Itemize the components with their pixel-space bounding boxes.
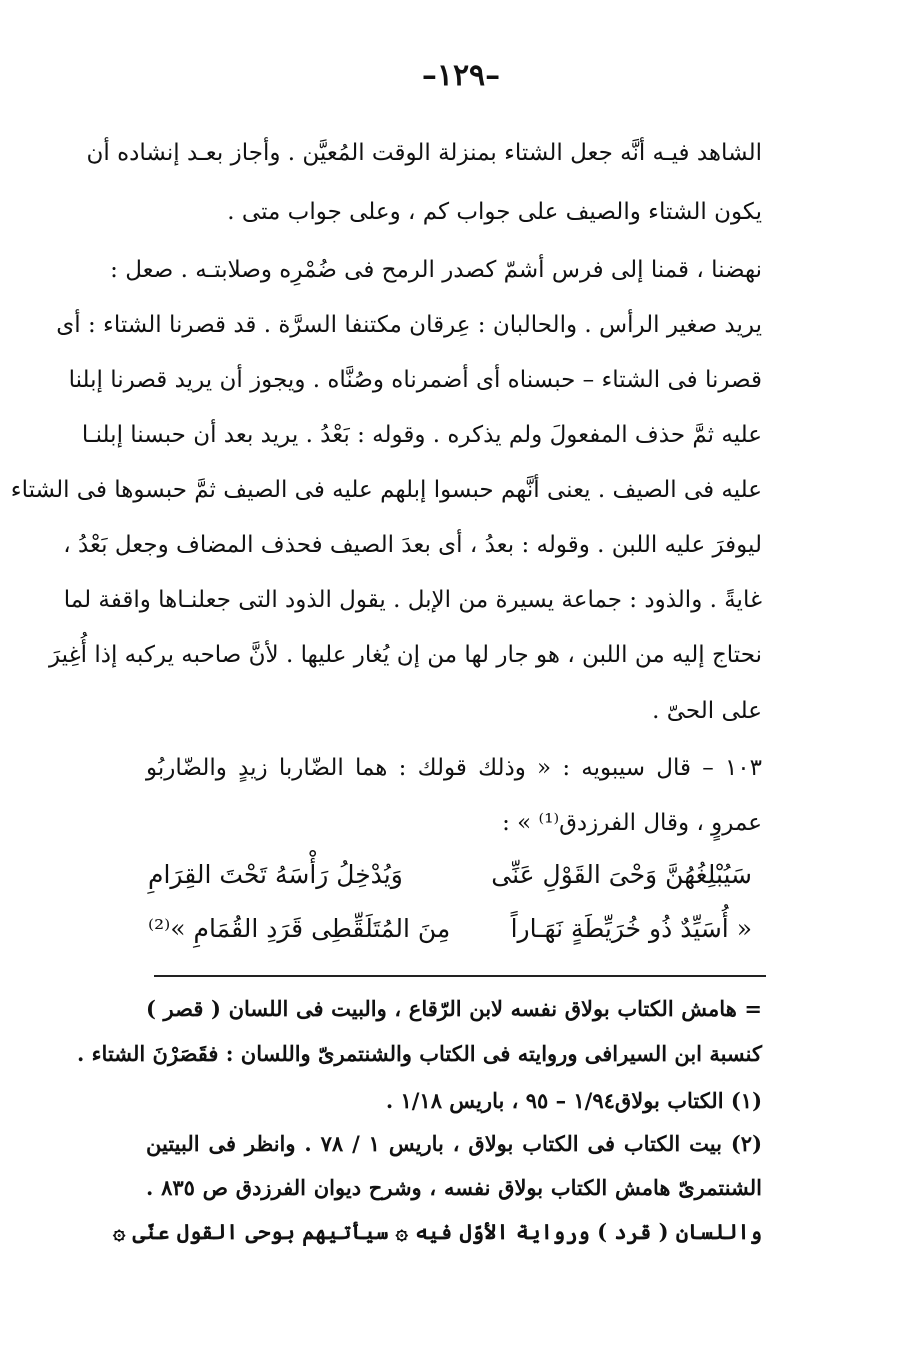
footnote-line: = هامش الكتاب بولاق نفسه لابن الرّقاع ، والبيت فى اللسان ( قصر ): [146, 996, 762, 1021]
footnote-line: (٢) بيت الكتاب فى الكتاب بولاق ، باريس ١ / ٧٨ . وانظر فى البيتين: [146, 1131, 762, 1156]
paragraph2-line: يريد صغير الرأس . والحالبان : عِرقان مكتنفا السرَّة . قد قصرنا الشتاء : أى: [56, 312, 762, 338]
verse-hemistich: « أُسَيِّدٌ ذُو خُرَيِّطَةٍ نَهَـاراً: [510, 914, 752, 943]
footnote-line: (١) الكتاب بولاق١/٩٤ – ٩٥ ، باريس ١/١٨ .: [385, 1088, 762, 1113]
paragraph2-line: ليوفرَ عليه اللبن . وقوله : بعدُ ، أى بعدَ الصيف فحذف المضاف وجعل بَعْدُ ،: [63, 532, 762, 558]
paragraph2-line: غايةً . والذود : جماعة يسيرة من الإبل . يقول الذود التى جعلنـاها واقفة لما: [63, 587, 762, 613]
paragraph2-line: عليه ثمَّ حذف المفعولَ ولم يذكره . وقوله : بَعْدُ . يريد بعد أن حبسنا إبلنـا: [81, 422, 762, 448]
verse-hemistich: وَيُدْخِلُ رَأْسَهُ تَحْتَ القِرَامِ: [148, 860, 403, 889]
footnote-divider: [154, 975, 766, 977]
paragraph1-line: يكون الشتاء والصيف على جواب كم ، وعلى جواب متى .: [227, 199, 762, 225]
paragraph2-line: قصرنا فى الشتاء – حبسناه أى أضمرناه وصُنَّاه . ويجوز أن يريد قصرنا إبلنا: [68, 367, 762, 393]
section-line: عمروٍ ، وقال الفرزدق⁽¹⁾ » :: [502, 810, 762, 836]
page-number: –١٢٩–: [421, 58, 501, 93]
verse-hemistich: مِنَ المُتَلَقِّطِى قَرَدِ القُمَامِ »⁽²⁾: [148, 914, 451, 943]
paragraph1-line: الشاهد فيـه أنَّه جعل الشتاء بمنزلة الوقت المُعيَّن . وأجاز بعـد إنشاده أن: [86, 140, 762, 166]
footnote-line: كنسبة ابن السيرافى وروايته فى الكتاب والشنتمرىّ واللسان : فقَصَرْنَ الشتاء .: [77, 1041, 762, 1066]
verse-row: [146, 860, 762, 896]
paragraph2-line: نحتاج إليه من اللبن ، هو جار لها من إن يُغار عليها . لأنَّ صاحبه يركبه إذا أُغِيرَ: [48, 642, 762, 668]
verse-row: [146, 914, 762, 950]
paragraph2-line: عليه فى الصيف . يعنى أنَّهم حبسوا إبلهم عليه فى الصيف ثمَّ حبسوها فى الشتاء: [10, 477, 762, 503]
section-line: ١٠٣ – قال سيبويه : « وذلك قولك : هما الضّاربا زيدٍ والضّاربُو: [146, 755, 762, 781]
paragraph2-line: نهضنا ، قمنا إلى فرس أشمّ كصدر الرمح فى ضُمْرِه وصلابتـه . صعل :: [110, 257, 762, 283]
paragraph2-line: على الحىّ .: [652, 698, 762, 724]
verse-hemistich: سَيُبْلِغُهُنَّ وَحْىَ القَوْلِ عَنِّى: [491, 860, 752, 889]
footnote-line: الشنتمرىّ هامش الكتاب بولاق نفسه ، وشرح ديوان الفرزدق ص ٨٣٥ .: [146, 1175, 762, 1200]
footnote-line: واللسان ( قرد ) ورواية الأوّل فيه ۞ سيأتيهم بوحى القول عنّى ۞: [112, 1219, 762, 1244]
